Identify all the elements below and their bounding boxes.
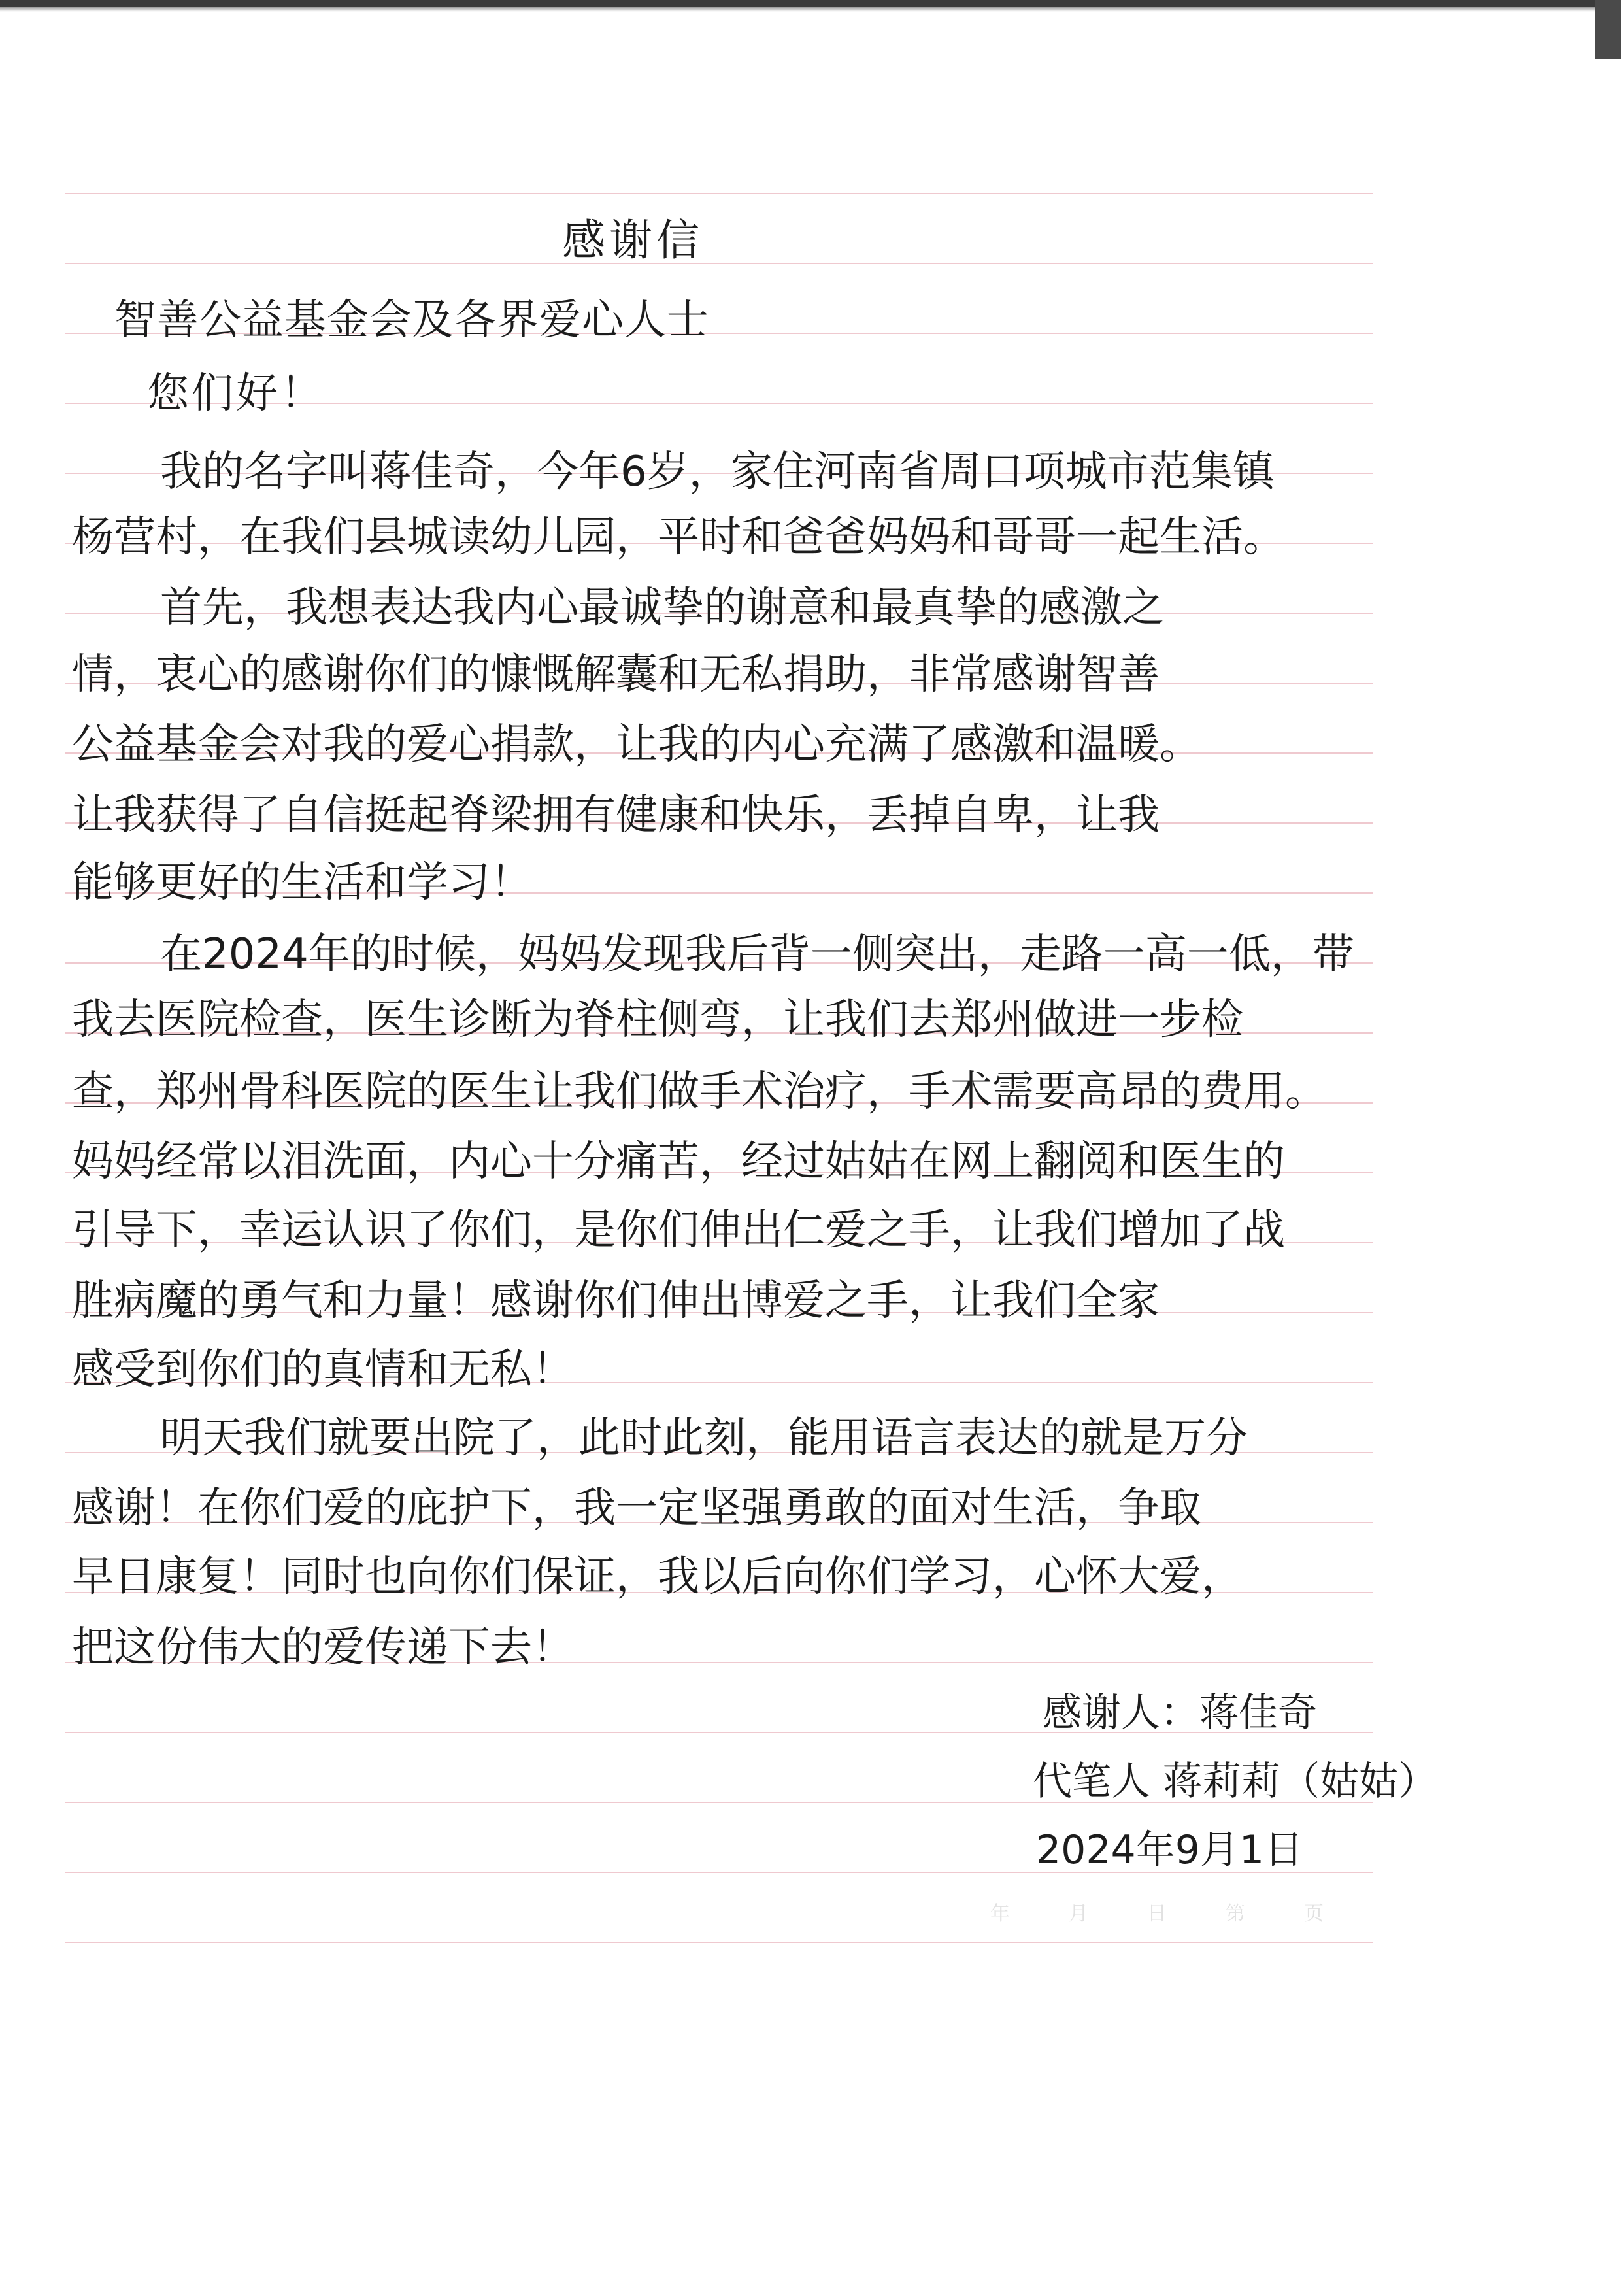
body-line: 首先，我想表达我内心最诚挚的谢意和最真挚的感激之 — [160, 584, 1164, 632]
footer-month-label: 月 — [1069, 1902, 1088, 1925]
footer-year-label: 年 — [990, 1902, 1010, 1925]
body-line: 引导下，幸运认识了你们，是你们伸出仁爱之手，让我们增加了战 — [72, 1206, 1285, 1255]
body-line: 查，郑州骨科医院的医生让我们做手术治疗，手术需要高昂的费用。 — [72, 1068, 1327, 1116]
body-line: 胜病魔的勇气和力量！感谢你们伸出博爱之手，让我们全家 — [72, 1277, 1160, 1325]
letter-title: 感谢信 — [562, 215, 703, 265]
footer-page-suffix: 页 — [1304, 1902, 1324, 1925]
body-line: 我去医院检查，医生诊断为脊柱侧弯，让我们去郑州做进一步检 — [72, 996, 1243, 1044]
footer-day-label: 日 — [1147, 1902, 1167, 1925]
body-line: 感谢！在你们爱的庇护下，我一定坚强勇敢的面对生活，争取 — [72, 1484, 1201, 1532]
body-line: 明天我们就要出院了，此时此刻，能用语言表达的就是万分 — [160, 1414, 1248, 1462]
body-line: 能够更好的生活和学习！ — [72, 858, 532, 907]
body-line: 让我获得了自信挺起脊梁拥有健康和快乐，丢掉自卑，让我 — [72, 791, 1160, 839]
paper-footer — [990, 1897, 1382, 1926]
body-line: 早日康复！同时也向你们保证，我以后向你们学习，心怀大爱， — [72, 1553, 1243, 1601]
body-line: 我的名字叫蒋佳奇，今年6岁，家住河南省周口项城市范集镇 — [160, 448, 1275, 496]
body-line: 感受到你们的真情和无私！ — [72, 1345, 574, 1394]
signoff-writer: 代笔人 蒋莉莉（姑姑） — [1033, 1759, 1438, 1804]
signoff-thanker: 感谢人：蒋佳奇 — [1043, 1690, 1317, 1736]
footer-page-prefix: 第 — [1226, 1902, 1245, 1925]
signoff-date: 2024年9月1日 — [1036, 1827, 1304, 1873]
body-line: 把这份伟大的爱传递下去！ — [72, 1623, 574, 1672]
body-line: 在2024年的时候，妈妈发现我后背一侧突出，走路一高一低，带 — [160, 930, 1354, 979]
letter-salutation: 智善公益基金会及各界爱心人士 — [114, 296, 709, 345]
body-line: 情，衷心的感谢你们的慷慨解囊和无私捐助，非常感谢智善 — [72, 650, 1160, 699]
body-line: 杨营村，在我们县城读幼儿园，平时和爸爸妈妈和哥哥一起生活。 — [72, 513, 1285, 562]
body-line: 公益基金会对我的爱心捐款，让我的内心充满了感激和温暖。 — [72, 720, 1201, 769]
letter-greeting: 您们好！ — [147, 369, 325, 418]
body-line: 妈妈经常以泪洗面，内心十分痛苦，经过姑姑在网上翻阅和医生的 — [72, 1138, 1285, 1186]
